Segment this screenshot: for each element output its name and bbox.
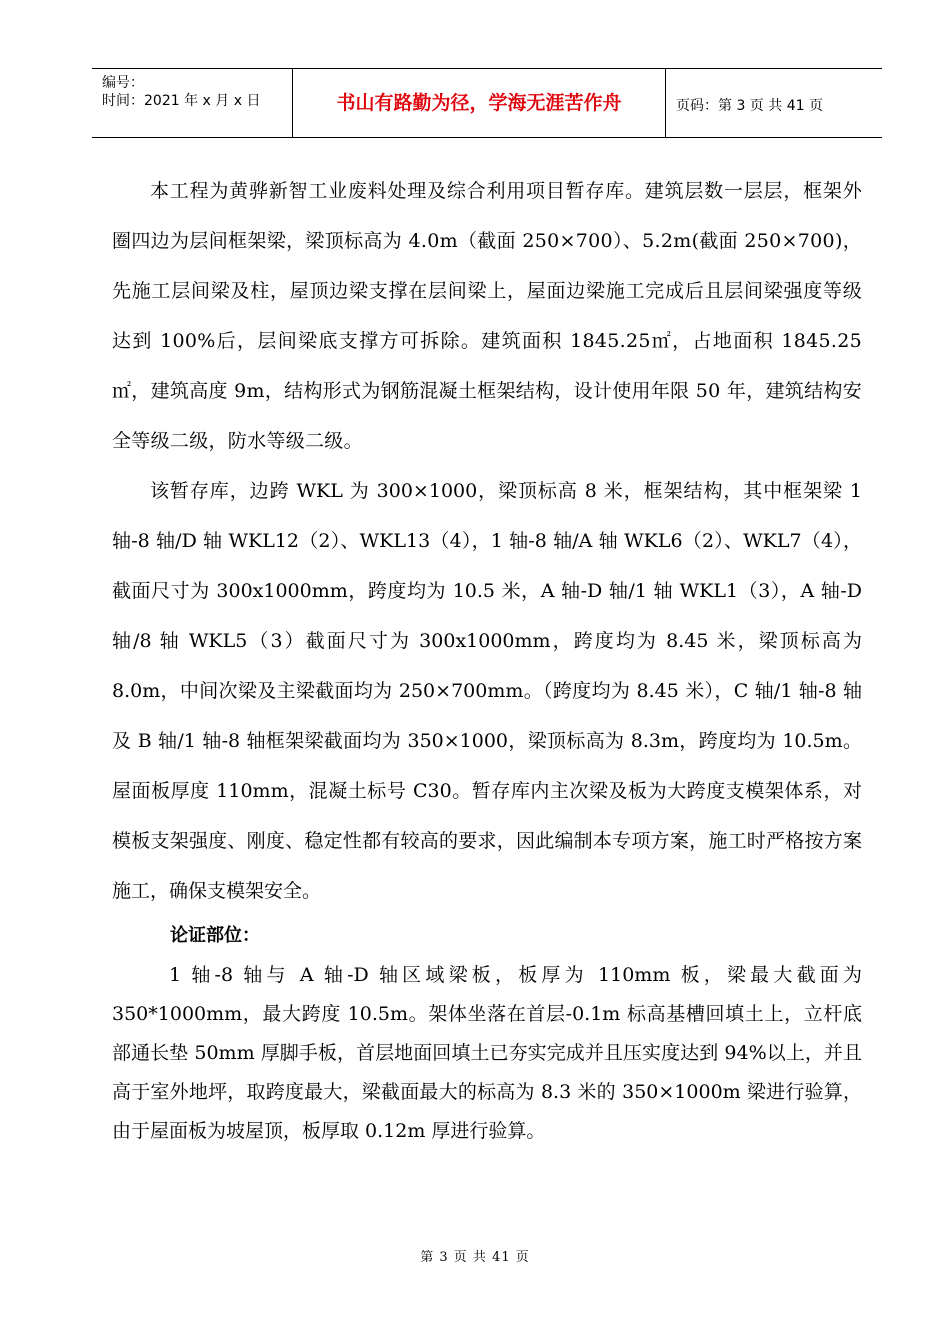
header-page-cell: [666, 69, 882, 137]
document-time-label: 时间：2021 年 x 月 x 日: [102, 93, 261, 109]
header-meta: [92, 69, 293, 137]
storage-structure-paragraph: 该暂存库，边跨 WKL 为 300×1000，梁顶标高 8 米，框架结构，其中框架梁 1 轴-8 轴/D 轴 WKL12（2）、WKL13（4），1 轴-8 轴/A 轴 WKL6（2）、WKL7（4），截面尺寸为 300x1000mm，跨度均为 10.5 米，A 轴-D 轴/1 轴 WKL1（3），A 轴-D 轴/8 轴 WKL5（3）截面尺寸为 300x1000mm，跨度均为 8.45 米，梁顶标高为 8.0m，中间次梁及主梁截面均为 250×700mm。（跨度均为 8.45 米），C 轴/1 轴-8 轴及 B 轴/1 轴-8 轴框架梁截面均为 350×1000，梁顶标高为 8.3m，跨度均为 10.5m。屋面板厚度 110mm，混凝土标号 C30。暂存库内主次梁及板为大跨度支模架体系，对模板支架强度、刚度、稳定性都有较高的要求，因此编制本专项方案，施工时严格按方案施工，确保支模架安全。: [112, 480, 862, 902]
page-footer: 第 3 页 共 41 页: [420, 1250, 530, 1265]
document-body: [112, 166, 862, 1151]
demonstration-scope-paragraph: 1 轴-8 轴与 A 轴-D 轴区域梁板，板厚为 110mm 板，梁最大截面为 350*1000mm，最大跨度 10.5m。架体坐落在首层-0.1m 标高基槽回填土上，立杆底部通长垫 50mm 厚脚手板，首层地面回填土已夯实完成并且压实度达到 94%以上，并且高于室外地坪，取跨度最大，梁截面最大的标高为 8.3 米的 350×1000m 梁进行验算，由于屋面板为坡屋顶，板厚取 0.12m 厚进行验算。: [112, 964, 862, 1142]
section-title: 论证部位：: [170, 925, 260, 946]
header-motto: 书山有路勤为径，学海无涯苦作舟: [336, 92, 622, 114]
document-number-label: 编号：: [102, 75, 144, 91]
header-page-info: 页码：第 3 页 共 41 页: [676, 98, 823, 114]
page-header: [92, 68, 882, 138]
header-motto-cell: [293, 69, 666, 137]
project-overview-paragraph: 本工程为黄骅新智工业废料处理及综合利用项目暂存库。建筑层数一层层，框架外圈四边为层间框架梁，梁顶标高为 4.0m（截面 250×700）、5.2m(截面 250×700)，先施工层间梁及柱，屋顶边梁支撑在层间梁上，屋面边梁施工完成后且层间梁强度等级达到 100%后，层间梁底支撑方可拆除。建筑面积 1845.25㎡，占地面积 1845.25㎡，建筑高度 9m，结构形式为钢筋混凝土框架结构，设计使用年限 50 年，建筑结构安全等级二级，防水等级二级。: [112, 180, 863, 452]
